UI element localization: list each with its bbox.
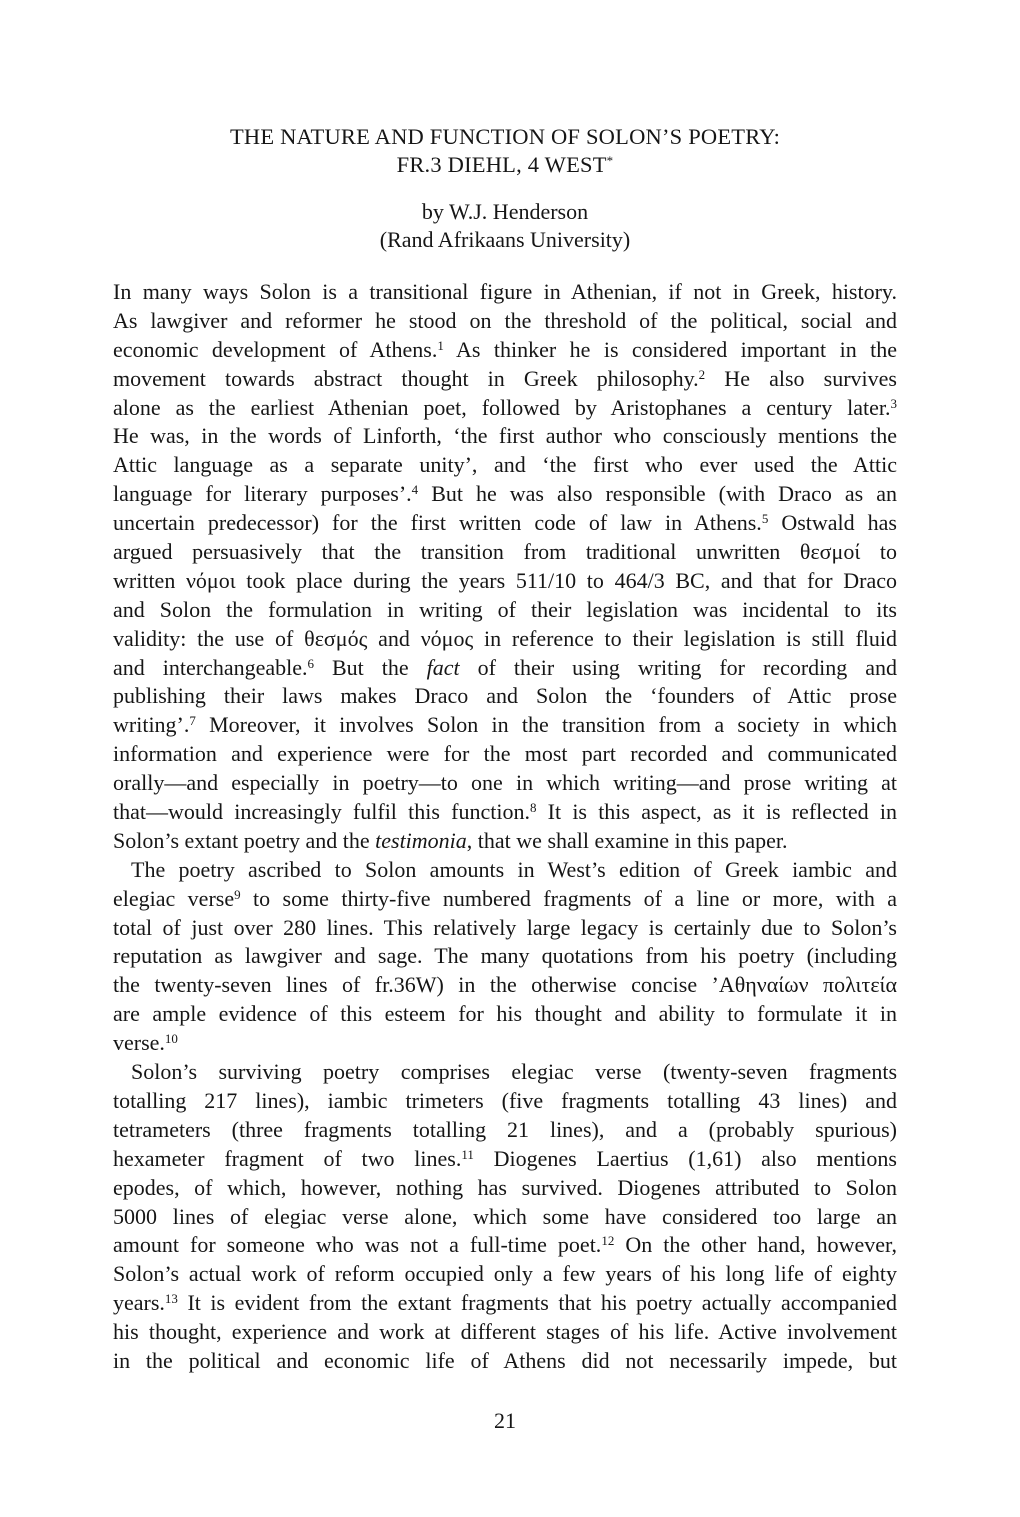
footnote-reference: 11 [461,1146,474,1162]
text-run: It is this aspect, as it is reflected in [536,799,897,825]
footnote-reference: 1 [437,337,444,353]
text-run: of their using writing for recording and [459,654,898,680]
text-run: language for literary purposes’. [113,481,412,507]
footnote-reference: 10 [164,1031,178,1047]
text-line [113,1203,897,1232]
text-run: elegiac verse [113,885,235,911]
text-run: in the political and economic life of Athens did not necessarily impede, but [113,1347,897,1373]
text-line [113,769,897,798]
footnote-reference: 3 [890,395,897,411]
text-run: reputation as lawgiver and sage. The many quotations from his poetry (including [113,943,897,969]
article-body [113,278,897,1376]
text-line [113,538,897,567]
text-run: his thought, experience and work at different stages of his life. Active involvement [113,1319,897,1345]
text-line [113,1145,897,1174]
text-run: that—would increasingly fulfil this function. [113,799,530,825]
text-run: Moreover, it involves Solon in the transition from a society in which [195,712,897,738]
author-byline: by W.J. Henderson [421,199,589,224]
text-line [113,1087,897,1116]
text-run: validity: the use of θεσμός and νόμος in reference to their legislation is still fluid [113,625,897,651]
text-run: It is evident from the extant fragments that his poetry actually accompanied [177,1290,897,1316]
text-run: amount for someone who was not a full-time poet. [113,1232,602,1258]
text-run: writing’. [113,712,190,738]
text-line [113,1289,897,1318]
text-line [113,451,897,480]
text-line [113,885,897,914]
text-line [113,1029,897,1058]
page-number: 21 [494,1408,516,1433]
text-line [113,509,897,538]
footnote-reference: 5 [761,511,769,527]
text-line [113,740,897,769]
text-run: On the other hand, however, [614,1232,897,1258]
title-footnote-mark: * [606,153,614,168]
footnote-reference: 6 [307,655,314,671]
text-line [113,827,897,856]
text-run: verse. [113,1030,165,1056]
italic-term: fact [426,654,460,680]
text-run: Ostwald has [768,510,897,536]
text-run: As lawgiver and reformer he stood on the threshold of the political, social and [113,307,897,333]
text-line [113,856,897,885]
text-run: movement towards abstract thought in Greek philosophy. [113,365,699,391]
text-run: He was, in the words of Linforth, ‘the first author who consciously mentions the [113,423,897,449]
text-line [113,1174,897,1203]
text-line [113,682,897,711]
text-line [113,625,897,654]
text-line [113,798,897,827]
text-line [113,307,897,336]
text-run: argued persuasively that the transition from traditional unwritten θεσμοί to [113,539,897,565]
text-line [113,596,897,625]
text-run: total of just over 280 lines. This relatively large legacy is certainly due to Solon’s [113,914,897,940]
text-line [113,1318,897,1347]
text-line [113,711,897,740]
footnote-reference: 8 [529,800,537,816]
text-run: tetrameters (three fragments totalling 21 lines), and a (probably spurious) [113,1116,897,1142]
text-run: publishing their laws makes Draco and Solon the ‘founders of Attic prose [113,683,897,709]
text-line [113,1000,897,1029]
text-line [113,971,897,1000]
text-line [113,480,897,509]
text-line [113,942,897,971]
footnote-reference: 12 [601,1233,615,1249]
text-run: As thinker he is considered important in the [443,336,897,362]
text-line [113,422,897,451]
text-run: totalling 217 lines), iambic trimeters (five fragments totalling 43 lines) and [113,1087,897,1113]
text-run: But he was also responsible (with Draco as an [418,481,897,507]
text-line [113,336,897,365]
text-line [113,365,897,394]
text-line [113,1058,897,1087]
text-run: But the [314,654,427,680]
text-run: Solon’s surviving poetry comprises elegiac verse (twenty-seven fragments [131,1059,897,1085]
text-run: Diogenes Laertius (1,61) also mentions [473,1145,897,1171]
text-run: and interchangeable. [113,654,308,680]
italic-term: testimonia [375,827,467,853]
text-line [113,654,897,683]
text-line [113,1347,897,1376]
text-line [113,278,897,307]
text-run: Solon’s actual work of reform occupied only a few years of his long life of eighty [113,1261,897,1287]
text-line [113,1231,897,1260]
article-title-line-2 [113,151,897,179]
text-run: The poetry ascribed to Solon amounts in West’s edition of Greek iambic and [131,856,897,882]
text-run: orally—and especially in poetry—to one in which writing—and prose writing at [113,770,897,796]
text-run: to some thirty-five numbered fragments of a line or more, with a [240,885,898,911]
text-line [113,1260,897,1289]
text-run: In many ways Solon is a transitional figure in Athenian, if not in Greek, history. [113,279,897,304]
text-run: 5000 lines of elegiac verse alone, which some have considered too large an [113,1203,897,1229]
text-run: information and experience were for the most part recorded and communicated [113,741,897,767]
text-run: Solon’s extant poetry and the [113,827,376,853]
text-run: alone as the earliest Athenian poet, followed by Aristophanes a century later. [113,394,891,420]
author-affiliation: (Rand Afrikaans University) [379,227,631,252]
text-run: epodes, of which, however, nothing has survived. Diogenes attributed to Solon [113,1174,897,1200]
text-run: uncertain predecessor) for the first written code of law in Athens. [113,510,762,536]
footnote-reference: 4 [411,482,419,498]
text-run: written νόμοι took place during the years 511/10 to 464/3 BC, and that for Draco [113,567,897,593]
text-line [113,1116,897,1145]
text-run: and Solon the formulation in writing of their legislation was incidental to its [113,596,897,622]
text-line [113,394,897,423]
text-run: hexameter fragment of two lines. [113,1145,462,1171]
text-run: , that we shall examine in this paper. [466,827,788,853]
text-run: are ample evidence of this esteem for his thought and ability to formulate it in [113,1001,897,1027]
text-line [113,914,897,943]
text-line [113,567,897,596]
text-run: He also survives [705,365,897,391]
footnote-reference: 13 [164,1291,178,1307]
title-subtitle: FR.3 DIEHL, 4 WEST [396,152,607,177]
article-title-line-1: THE NATURE AND FUNCTION OF SOLON’S POETRY: [229,124,781,149]
text-run: Attic language as a separate unity’, and ‘the first who ever used the Attic [113,452,897,478]
footnote-reference: 7 [189,713,196,729]
footnote-reference: 9 [234,886,241,902]
text-run: economic development of Athens. [113,336,438,362]
footnote-reference: 2 [698,366,706,382]
text-run: the twenty-seven lines of fr.36W) in the otherwise concise ’Αθηναίων πολιτεία [113,972,897,998]
text-run: years. [113,1290,165,1316]
